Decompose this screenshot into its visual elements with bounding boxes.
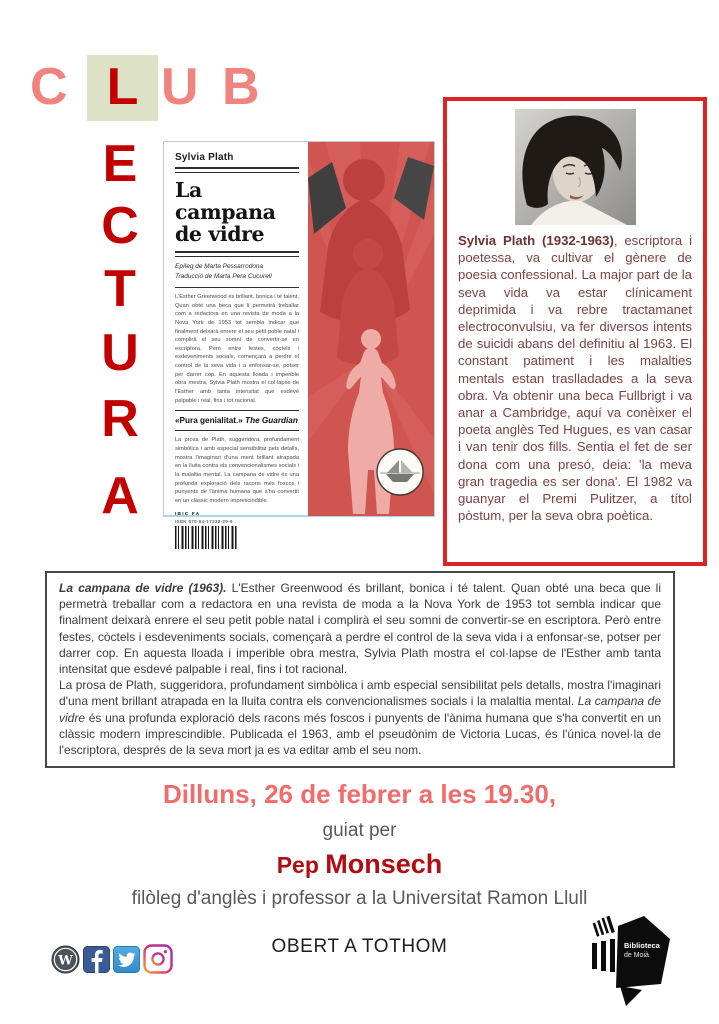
event-info: [0, 779, 719, 910]
open-to-everyone-text: OBERT A TOTHOM: [271, 936, 448, 957]
barcode: [175, 526, 237, 549]
author-name-dates: Sylvia Plath (1932-1963): [458, 233, 614, 248]
cover-review: La prosa de Plath, suggeridora, profundament simbòlica i amb especial sensibilitat pels detalls, mostra l'imaginari d'una ment brillant atrapada en la lluita contra els convencionalismes socials i la malaltia mental. La campana de vidre és una profunda exploració dels racons més foscos i punyents de l'ànima humana que s'ha convertit en un clàssic modern imprescindible.: [175, 437, 299, 504]
summary-paragraph-2: La prosa de Plath, suggeridora, profundament simbòlica i amb especial sensibilitat pels detalls, mostra l'imaginari d'una ment brillant atrapada en la lluita contra els convencionalismes socials i la malaltia mental. La campana de vidre és una profunda exploració dels racons més foscos i punyents de l'ànima humana que s'ha convertit en un clàssic modern imprescindible. Publicada el 1963, amb el pseudònim de Victoria Lucas, és l'única novel·la de l'escriptora, després de la seva mort ja es va editar amb el seu nom.: [59, 678, 661, 758]
cover-illustration: [308, 142, 434, 515]
lectura-letter-a: A: [101, 467, 139, 525]
publisher-logo: [377, 449, 423, 495]
svg-text:Biblioteca: Biblioteca: [624, 941, 660, 950]
portrait-art: [515, 109, 636, 225]
book-summary-box: [45, 571, 675, 768]
event-datetime: Dilluns, 26 de febrer a les 19.30,: [162, 779, 557, 809]
event-host-description: filòleg d'anglès i professor a la Universitat Ramon Llull: [131, 888, 588, 909]
book-cover: [163, 141, 435, 524]
club-letter-b: B: [222, 58, 260, 116]
author-bio-text: Sylvia Plath (1932-1963), escriptora i poetessa, va cultivar el gènere de poesia confessional. La major part de la seva vida va estar clínicament deprimida i va rebre tractamanet electroconvulsiu, va fer diversos intents de suicidi abans del definitiu al 1963. El constant patiment i les malalties mentals estan traslladades a la seva obra. Va obtenir una beca Fullbrigt i va anar a Cambridge, aquí va conèixer el poeta anglès Ted Hugues, es van casar i van tenir dos fills. Sentia el fet de ser dona com una presó, deia: 'la meva gran tragedia es ser dona'. El 1982 va guanyar el Premi Pulitzer, a títol pòstum, per la seva obra poètica.: [458, 233, 692, 524]
event-host: Pep Monsech: [276, 849, 443, 879]
lectura-letter-t: T: [104, 260, 136, 318]
club-letter-c: C: [30, 58, 68, 116]
event-guided-by: guiat per: [322, 820, 397, 841]
cover-title: La campana de vidre: [175, 178, 276, 247]
cover-rule: [175, 410, 299, 411]
lectura-letter-e: E: [102, 135, 138, 193]
cover-rule: [175, 430, 299, 431]
summary-lead: La campana de vidre (1963).: [59, 581, 227, 595]
cover-author: Sylvia Plath: [175, 152, 234, 163]
cover-rule: [175, 251, 299, 257]
club-letter-l: L: [106, 58, 139, 116]
sylvia-plath-photo: [515, 109, 636, 225]
cover-isbn: ISBN 978-84-17339-29-9: [175, 518, 233, 524]
cover-press-quote: «Pura genialitat.» The Guardian: [175, 416, 298, 426]
author-bio-panel: [443, 97, 707, 566]
svg-text:de Moià: de Moià: [624, 952, 649, 959]
cover-credits: Epíleg de Marta Pessarrodona Traducció de Marta Pera Cucurell: [175, 263, 272, 281]
cover-rule: [175, 287, 299, 288]
lectura-letter-u: U: [101, 324, 139, 382]
svg-text:W: W: [58, 953, 73, 968]
cover-rule: [175, 167, 299, 173]
summary-paragraph-1: La campana de vidre (1963). L'Esther Greenwood és brillant, bonica i té talent. Quan obté una beca que li permetrà treballar com a redactora en una revista de moda a la Nova York de 1953 tot sembla indicar que finalment deixarà enrere el seu petit poble natal i complirà el seu somni de convertir-se en escriptora. Però entre festes, còctels i esdeveniments socials, començarà a perdre el control de la seva vida i a enfonsar-se, potser per darrer cop. En aquesta lloada i imperible obra mestra, Sylvia Plath mostra el col·lapse de l'Esther amb tanta intensitat que esdevé palpable i real, fins i tot racional.: [59, 581, 661, 677]
lectura-letter-r: R: [101, 390, 139, 448]
cover-illustration-art: [308, 142, 434, 516]
library-logo-art: [580, 912, 672, 1010]
lectura-letter-c: C: [101, 197, 139, 255]
book-cover-text-pane: [164, 142, 308, 524]
club-letter-u: U: [161, 58, 199, 116]
cover-synopsis: L'Esther Greenwood és brillant, bonica i té talent. Quan obté una beca que li permetrà treballar com a redactora en una revista de moda a la Nova York de 1953 tot sembla indicar que finalment deixarà enrere el seu petit poble natal i complirà el seu somni de convertir-se en escriptora. Però entre festes, còctels i esdeveniments socials, començarà a perdre el control de la seva vida i a enfonsar-se, potser per darrer cop. En aquesta lloada i imperible obra mestra, Sylvia Plath mostra el col·lapse de l'Esther amb tanta intensitat que esdevé palpable i real, fins i tot racional.: [175, 293, 299, 404]
cover-ibic-code: IBIC FA: [175, 511, 201, 517]
library-logo: [580, 912, 672, 1015]
